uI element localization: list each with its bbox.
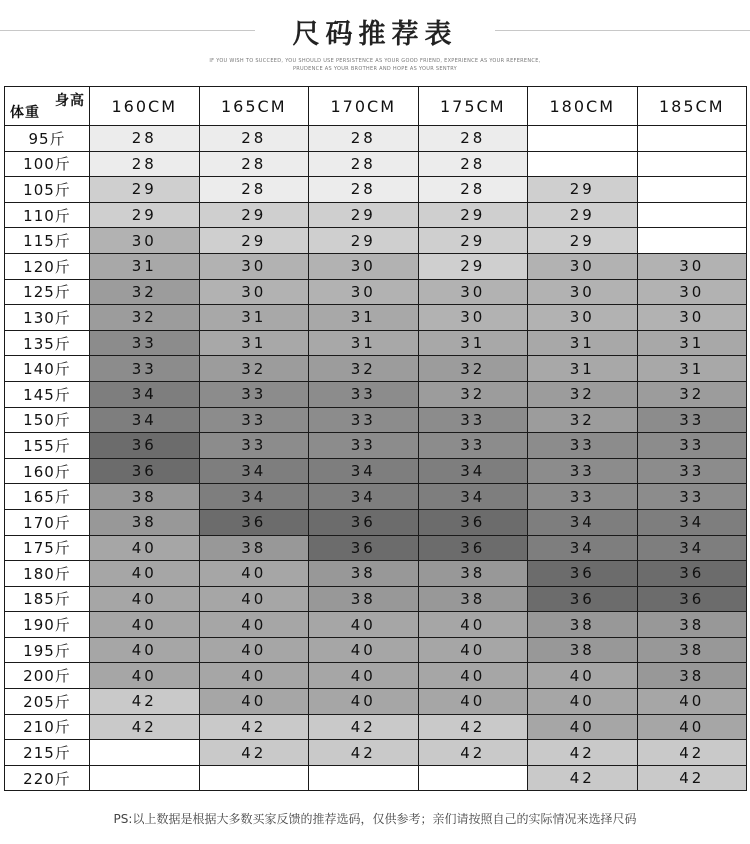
size-cell	[637, 126, 747, 152]
size-cell: 40	[199, 612, 309, 638]
table-row	[5, 177, 747, 203]
size-cell: 30	[418, 279, 528, 305]
size-cell: 40	[528, 689, 638, 715]
size-cell: 32	[528, 381, 638, 407]
height-col-175: 175CM	[418, 87, 528, 126]
size-cell: 34	[418, 458, 528, 484]
size-cell: 29	[418, 202, 528, 228]
size-cell: 40	[309, 663, 419, 689]
size-cell: 42	[199, 714, 309, 740]
size-cell: 36	[199, 509, 309, 535]
table-row	[5, 381, 747, 407]
size-cell: 40	[199, 561, 309, 587]
size-cell: 34	[199, 458, 309, 484]
size-cell: 40	[309, 612, 419, 638]
height-col-180: 180CM	[528, 87, 638, 126]
table-row	[5, 458, 747, 484]
weight-label: 210斤	[5, 714, 90, 740]
corner-header	[5, 87, 90, 126]
size-cell: 34	[418, 484, 528, 510]
size-cell: 32	[90, 279, 200, 305]
size-cell: 31	[528, 356, 638, 382]
size-cell: 38	[199, 535, 309, 561]
size-cell: 31	[90, 253, 200, 279]
size-cell: 33	[637, 458, 747, 484]
size-cell: 40	[637, 689, 747, 715]
size-cell: 40	[90, 637, 200, 663]
size-cell: 33	[528, 458, 638, 484]
size-cell: 30	[528, 253, 638, 279]
size-cell: 38	[528, 637, 638, 663]
size-cell: 38	[528, 612, 638, 638]
size-cell: 36	[637, 561, 747, 587]
weight-label: 190斤	[5, 612, 90, 638]
size-cell: 42	[309, 740, 419, 766]
size-cell: 38	[90, 509, 200, 535]
size-cell: 34	[199, 484, 309, 510]
size-cell: 42	[90, 689, 200, 715]
size-cell: 40	[199, 586, 309, 612]
weight-label: 100斤	[5, 151, 90, 177]
size-cell: 42	[418, 714, 528, 740]
weight-label: 175斤	[5, 535, 90, 561]
size-cell: 29	[418, 228, 528, 254]
size-cell: 36	[418, 509, 528, 535]
size-cell: 33	[309, 381, 419, 407]
size-cell: 29	[309, 202, 419, 228]
weight-label: 135斤	[5, 330, 90, 356]
size-cell: 40	[90, 612, 200, 638]
size-cell: 29	[199, 228, 309, 254]
size-cell: 40	[528, 663, 638, 689]
size-cell: 36	[528, 561, 638, 587]
size-cell: 33	[528, 433, 638, 459]
size-cell: 38	[637, 663, 747, 689]
size-cell: 34	[90, 381, 200, 407]
weight-label: 95斤	[5, 126, 90, 152]
size-cell: 34	[309, 484, 419, 510]
table-row	[5, 484, 747, 510]
size-cell: 31	[418, 330, 528, 356]
size-cell: 30	[528, 279, 638, 305]
size-cell: 30	[418, 305, 528, 331]
size-cell: 30	[637, 305, 747, 331]
size-cell: 40	[528, 714, 638, 740]
size-cell: 31	[199, 305, 309, 331]
size-cell: 38	[637, 612, 747, 638]
table-row	[5, 535, 747, 561]
height-axis-label: 身高	[55, 93, 85, 109]
weight-label: 165斤	[5, 484, 90, 510]
table-row	[5, 433, 747, 459]
size-cell: 36	[309, 535, 419, 561]
size-cell: 36	[90, 433, 200, 459]
size-cell: 33	[199, 407, 309, 433]
weight-label: 155斤	[5, 433, 90, 459]
table-row	[5, 330, 747, 356]
weight-label: 160斤	[5, 458, 90, 484]
size-cell: 34	[637, 509, 747, 535]
size-cell: 42	[637, 765, 747, 791]
table-row	[5, 586, 747, 612]
size-cell: 34	[637, 535, 747, 561]
size-cell: 29	[418, 253, 528, 279]
weight-label: 115斤	[5, 228, 90, 254]
size-cell	[637, 228, 747, 254]
size-cell: 33	[637, 433, 747, 459]
subtitle-line-1: IF YOU WISH TO SUCCEED, YOU SHOULD USE PERSISTENCE AS YOUR GOOD FRIEND, EXPERIENCE AS YOUR REFERENCE,	[209, 58, 541, 64]
size-cell: 40	[418, 689, 528, 715]
size-cell: 28	[199, 126, 309, 152]
page-title: 尺码推荐表	[292, 19, 458, 50]
weight-label: 130斤	[5, 305, 90, 331]
size-cell: 33	[637, 407, 747, 433]
header-row	[5, 87, 747, 126]
size-cell: 38	[418, 561, 528, 587]
size-cell: 28	[90, 126, 200, 152]
size-cell: 40	[309, 637, 419, 663]
weight-label: 170斤	[5, 509, 90, 535]
size-cell: 28	[90, 151, 200, 177]
size-cell: 31	[199, 330, 309, 356]
weight-label: 120斤	[5, 253, 90, 279]
size-cell	[528, 126, 638, 152]
size-cell: 42	[418, 740, 528, 766]
size-cell	[637, 202, 747, 228]
size-cell: 30	[309, 253, 419, 279]
size-cell: 42	[309, 714, 419, 740]
size-cell: 42	[199, 740, 309, 766]
size-cell: 33	[309, 407, 419, 433]
size-cell: 33	[199, 433, 309, 459]
weight-label: 195斤	[5, 637, 90, 663]
weight-label: 140斤	[5, 356, 90, 382]
table-row	[5, 202, 747, 228]
size-cell: 40	[637, 714, 747, 740]
size-cell: 40	[90, 561, 200, 587]
table-row	[5, 356, 747, 382]
size-cell: 32	[637, 381, 747, 407]
size-cell	[90, 740, 200, 766]
table-row	[5, 714, 747, 740]
size-cell: 34	[528, 535, 638, 561]
size-cell	[199, 765, 309, 791]
size-cell: 34	[309, 458, 419, 484]
size-cell: 42	[637, 740, 747, 766]
size-cell: 33	[90, 330, 200, 356]
size-cell: 28	[309, 151, 419, 177]
size-cell: 30	[528, 305, 638, 331]
size-cell: 30	[637, 279, 747, 305]
size-cell: 40	[199, 663, 309, 689]
size-cell: 28	[418, 126, 528, 152]
size-cell: 33	[528, 484, 638, 510]
size-cell	[90, 765, 200, 791]
size-cell: 33	[418, 433, 528, 459]
size-cell: 30	[637, 253, 747, 279]
table-row	[5, 637, 747, 663]
size-cell: 31	[309, 330, 419, 356]
weight-label: 205斤	[5, 689, 90, 715]
size-cell: 31	[637, 356, 747, 382]
size-cell: 34	[528, 509, 638, 535]
size-cell	[637, 177, 747, 203]
size-cell: 40	[199, 637, 309, 663]
size-cell: 40	[309, 689, 419, 715]
size-cell: 33	[199, 381, 309, 407]
size-cell: 32	[309, 356, 419, 382]
size-cell: 32	[418, 381, 528, 407]
size-cell: 30	[90, 228, 200, 254]
size-cell: 31	[528, 330, 638, 356]
weight-label: 125斤	[5, 279, 90, 305]
size-cell: 38	[90, 484, 200, 510]
size-cell: 36	[90, 458, 200, 484]
size-cell: 30	[199, 279, 309, 305]
size-cell: 40	[90, 535, 200, 561]
size-cell: 40	[418, 612, 528, 638]
table-row	[5, 305, 747, 331]
size-cell: 29	[528, 202, 638, 228]
size-cell: 28	[309, 126, 419, 152]
size-cell: 33	[637, 484, 747, 510]
table-row	[5, 509, 747, 535]
size-cell: 38	[637, 637, 747, 663]
table-row	[5, 253, 747, 279]
table-row	[5, 228, 747, 254]
weight-label: 150斤	[5, 407, 90, 433]
weight-label: 145斤	[5, 381, 90, 407]
size-cell: 32	[418, 356, 528, 382]
size-cell: 28	[418, 151, 528, 177]
weight-label: 185斤	[5, 586, 90, 612]
size-cell: 42	[90, 714, 200, 740]
size-cell: 40	[90, 586, 200, 612]
size-cell: 34	[90, 407, 200, 433]
size-cell: 36	[528, 586, 638, 612]
height-col-160: 160CM	[90, 87, 200, 126]
size-cell	[309, 765, 419, 791]
table-row	[5, 612, 747, 638]
weight-axis-label: 体重	[10, 105, 40, 121]
size-cell: 36	[637, 586, 747, 612]
weight-label: 215斤	[5, 740, 90, 766]
table-row	[5, 561, 747, 587]
size-cell: 29	[90, 202, 200, 228]
size-cell: 42	[528, 740, 638, 766]
footnote: PS:以上数据是根据大多数买家反馈的推荐选码，仅供参考；亲们请按照自己的实际情况来选择尺码	[113, 812, 637, 826]
size-cell: 33	[90, 356, 200, 382]
size-cell: 40	[199, 689, 309, 715]
size-cell: 36	[418, 535, 528, 561]
size-cell: 31	[309, 305, 419, 331]
table-row	[5, 663, 747, 689]
height-col-165: 165CM	[199, 87, 309, 126]
height-col-185: 185CM	[637, 87, 747, 126]
size-cell: 33	[309, 433, 419, 459]
size-cell: 30	[309, 279, 419, 305]
size-cell	[637, 151, 747, 177]
size-cell: 42	[528, 765, 638, 791]
size-recommendation-table	[4, 86, 747, 791]
weight-label: 110斤	[5, 202, 90, 228]
table-body	[5, 126, 747, 791]
size-cell: 29	[309, 228, 419, 254]
size-cell: 40	[418, 663, 528, 689]
weight-label: 220斤	[5, 765, 90, 791]
size-cell: 40	[418, 637, 528, 663]
subtitle-line-2: PRUDENCE AS YOUR BROTHER AND HOPE AS YOUR SENTRY	[292, 66, 458, 72]
size-cell: 28	[199, 177, 309, 203]
size-cell: 32	[199, 356, 309, 382]
table-row	[5, 689, 747, 715]
table-row	[5, 279, 747, 305]
size-cell: 28	[199, 151, 309, 177]
height-col-170: 170CM	[309, 87, 419, 126]
size-cell: 32	[90, 305, 200, 331]
size-cell: 28	[418, 177, 528, 203]
table-row	[5, 126, 747, 152]
size-cell: 38	[309, 586, 419, 612]
size-cell: 29	[90, 177, 200, 203]
size-cell: 30	[199, 253, 309, 279]
table-row	[5, 407, 747, 433]
size-cell: 38	[418, 586, 528, 612]
size-cell: 32	[528, 407, 638, 433]
size-cell: 29	[199, 202, 309, 228]
table-row	[5, 765, 747, 791]
size-cell: 29	[528, 177, 638, 203]
weight-label: 105斤	[5, 177, 90, 203]
size-cell: 40	[90, 663, 200, 689]
weight-label: 180斤	[5, 561, 90, 587]
size-cell: 36	[309, 509, 419, 535]
size-cell: 33	[418, 407, 528, 433]
size-cell	[418, 765, 528, 791]
table-row	[5, 151, 747, 177]
table-row	[5, 740, 747, 766]
size-cell: 31	[637, 330, 747, 356]
size-cell: 29	[528, 228, 638, 254]
weight-label: 200斤	[5, 663, 90, 689]
size-cell	[528, 151, 638, 177]
size-cell: 38	[309, 561, 419, 587]
size-cell: 28	[309, 177, 419, 203]
